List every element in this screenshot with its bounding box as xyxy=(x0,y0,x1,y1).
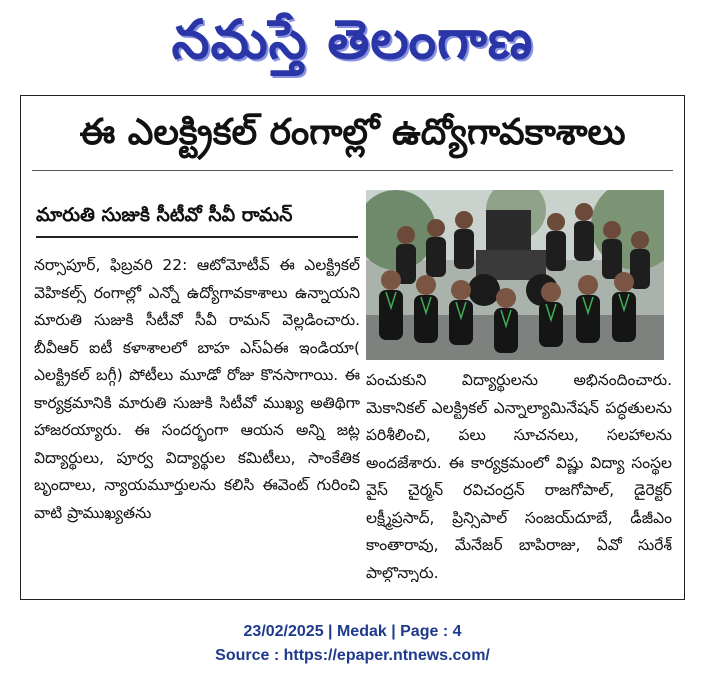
article-subheadline: మారుతి సుజుకి సీటీవో సీవీ రామన్ xyxy=(36,204,293,226)
footer-source-link[interactable]: Source : https://epaper.ntnews.com/ xyxy=(215,647,490,664)
article-headline: ఈ ఎలక్ట్రికల్ రంగాల్లో ఉద్యోగావకాశాలు xyxy=(79,112,626,153)
newspaper-masthead: నమస్తే తెలంగాణ xyxy=(171,7,534,71)
article-body-right-column: పంచుకుని విద్యార్థులను అభినందించారు. మెకానికల్ ఎలక్ట్రికల్ ఎన్నాల్యామినేషన్ పద్ధతులను పరిశీలించి, పలు సూచనలు, సలహాలను అందజేశారు. ఈ కార్యక్రమంలో విష్ణు విద్యా సంస్థల వైస్ చైర్మన్ రవిచంద్రన్ రాజగోపాల్, డైరెక్టర్ లక్ష్మీప్రసాద్, ప్రిన్సిపాల్ సంజయ్‌దూబే, డీజీఎం కాంతారావు, మేనేజర్ బాపిరాజు, ఏవో సురేశ్ పాల్గొన్నారు. xyxy=(366,371,672,582)
students-group-photo xyxy=(366,190,664,360)
subheadline-divider xyxy=(36,236,358,238)
footer-dateline: 23/02/2025 | Medak | Page : 4 xyxy=(243,623,462,640)
article-body-left-column: నర్సాపూర్, ఫిబ్రవరి 22: ఆటోమోటీవ్ ఈ ఎలక్ట్రికల్ వెహికల్స్ రంగాల్లో ఎన్నో ఉద్యోగావకాశాలు ఉన్నాయని మారుతి సుజుకి సీటీవో సీవీ రామన్ వెల్లడించారు. బీవీఆర్ ఐటీ కళాశాలలో బాహ ఎస్ఏఈ ఇండియా( ఎలక్ట్రికల్ బగ్గీ) పోటీలు మూడో రోజు కొనసాగాయి. ఈ కార్యక్రమానికి మారుతి సుజుకి సిటీవో ముఖ్య అతిథిగా హాజరయ్యారు. ఈ సందర్భంగా ఆయన అన్ని జట్ల విద్యార్థులు, పూర్వ విద్యార్థుల కమిటీలు, సాంకేతిక బృందాలు, న్యాయమూర్తులను కలిసి ఈవెంట్ గురించి వాటి ప్రాముఖ్యతను xyxy=(34,256,360,522)
headline-divider xyxy=(32,170,673,171)
group-photo-illustration xyxy=(366,190,664,360)
